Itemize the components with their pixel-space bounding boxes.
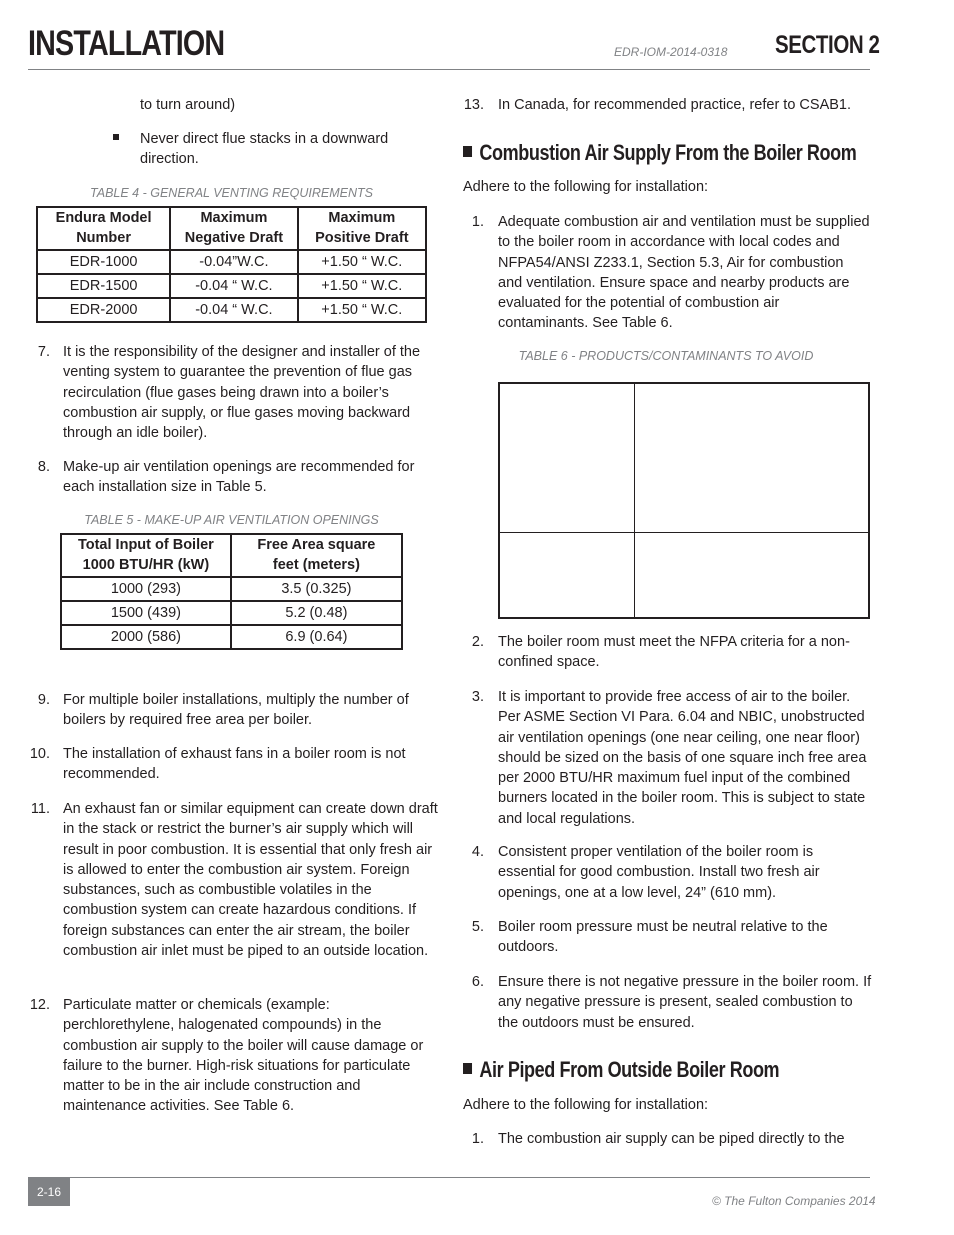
right-item-4-text: Consistent proper ventilation of the boiler room is essential for good combustion. Install two fresh air openings, one at a low level, 24” (610 mm). [498,844,820,901]
table-cell: EDR-2000 [37,298,170,322]
table5-header-row [61,534,402,577]
item-number: 2. [471,634,484,650]
item-number: 9. [37,692,50,708]
bullet-text: Never direct flue stacks in a downward direction. [140,131,389,168]
table4-header: Maximum Negative Draft [170,207,297,250]
item-8-text: Make-up air ventilation openings are recommended for each installation size in Table 5. [63,459,415,496]
table4-header-row [37,207,426,250]
table-cell: EDR-1500 [37,274,170,298]
document-id: EDR-IOM-2014-0318 [614,45,728,59]
table-cell: +1.50 “ W.C. [298,250,426,274]
page-title: INSTALLATION [28,24,225,63]
table-cell: 1000 (293) [61,577,231,601]
item-9-text: For multiple boiler installations, multiply the number of boilers by required free area per boiler. [63,692,409,729]
page-number: 2-16 [28,1178,70,1206]
copyright: © The Fulton Companies 2014 [712,1194,876,1208]
right-item-2-text: The boiler room must meet the NFPA criteria for a non-confined space. [498,634,850,671]
right-item-5-text: Boiler room pressure must be neutral relative to the outdoors. [498,919,828,956]
table-cell: 5.2 (0.48) [231,601,402,625]
table-cell: 1500 (439) [61,601,231,625]
square-bullet-icon [463,1063,472,1074]
table5-header: Free Area square feet (meters) [231,534,402,577]
item-number: 4. [471,844,484,860]
item-13-text: In Canada, for recommended practice, refer to CSAB1. [498,97,852,113]
item-12-text: Particulate matter or chemicals (example: perchlorethylene, halogenated compounds) in the combustion air supply to the boiler will cause damage or failure to the burner. High-risk situations for particulate matter to be in the air include construction and maintenance activities. See Table 6. [63,997,424,1115]
right-item-s1-text: The combustion air supply can be piped directly to the [498,1131,845,1147]
table4-header: Maximum Positive Draft [298,207,426,250]
item-number: 1. [471,1131,484,1147]
table5 [60,533,403,650]
right-item-1-text: Adequate combustion air and ventilation must be supplied to the boiler room in accordance with local codes and NFPA54/ANSI Z233.1, Section 5.3, Air for combustion and ventilation. Ensure space and nearby products are evaluated for the potential of combustion air contaminants. See Table 6. [498,214,870,332]
table-cell: 6.9 (0.64) [231,625,402,649]
bullet-icon [113,134,119,140]
item-number: 10. [29,746,50,762]
right-item-6-text: Ensure there is not negative pressure in the boiler room. If any negative pressure is present, sealed combustion to the outdoors must be ensured. [498,974,872,1031]
table-cell: -0.04 “ W.C. [170,298,297,322]
table-row [37,298,426,322]
table-cell: +1.50 “ W.C. [298,274,426,298]
item-number: 6. [471,974,484,990]
table-row [37,274,426,298]
table-row [61,625,402,649]
section-label: SECTION 2 [775,31,880,59]
item-number: 5. [471,919,484,935]
table6-caption: TABLE 6 - PRODUCTS/CONTAMINANTS TO AVOID [518,349,814,363]
item-number: 8. [37,459,50,475]
item-number: 11. [30,801,50,817]
right-item-3-text: It is important to provide free access of air to the boiler. Per ASME Section VI Para. 6.04 and NBIC, unobstructed air ventilation openings (one near ceiling, one near floor) should be sized on the basis of one square inch free area per 2000 BTU/HR maximum fuel input of the combined burners located in the boiler room. This is subject to state and local regulations. [498,689,867,827]
table4-header: Endura Model Number [37,207,170,250]
item-7-text: It is the responsibility of the designer and installer of the venting system to guarantee the prevention of flue gas recirculation (flue gases being drawn into a boiler’s combustion air supply, or flue gases moving backward through an idle boiler). [63,344,421,442]
section-heading-combustion-air: Combustion Air Supply From the Boiler Room [463,140,856,166]
item-number: 13. [463,97,484,113]
table-cell: EDR-1000 [37,250,170,274]
item-number: 12. [29,997,50,1013]
item-11-text: An exhaust fan or similar equipment can create down draft in the stack or restrict the burner’s air supply which will result in poor combustion. It is essential that only fresh air is allowed to enter the combustion air system. Foreign substances, such as combustible volatiles in the combustion system can create hazardous conditions. If foreign substances can enter the air stream, the boiler combustion air inlet must be piped to an outside location. [63,801,438,960]
table-cell: 3.5 (0.325) [231,577,402,601]
table-cell: -0.04”W.C. [170,250,297,274]
item-number: 1. [471,214,484,230]
section-heading-air-piped: Air Piped From Outside Boiler Room [463,1057,779,1083]
header-rule [28,69,870,70]
table6-empty [498,382,870,619]
table4-caption: TABLE 4 - GENERAL VENTING REQUIREMENTS [90,186,373,200]
table-row [61,601,402,625]
table-cell: 2000 (586) [61,625,231,649]
table5-header: Total Input of Boiler 1000 BTU/HR (kW) [61,534,231,577]
intro-text: Adhere to the following for installation: [463,1097,709,1113]
item-number: 3. [471,689,484,705]
table5-caption: TABLE 5 - MAKE-UP AIR VENTILATION OPENINGS [84,513,379,527]
table-cell: -0.04 “ W.C. [170,274,297,298]
table-row [37,250,426,274]
table-row [61,577,402,601]
table-cell: +1.50 “ W.C. [298,298,426,322]
continued-line: to turn around) [140,97,236,113]
table6-divider [634,384,635,617]
item-number: 7. [37,344,50,360]
table6-divider [500,532,868,533]
intro-text: Adhere to the following for installation: [463,179,709,195]
item-10-text: The installation of exhaust fans in a boiler room is not recommended. [63,746,406,783]
square-bullet-icon [463,146,472,157]
footer-rule [28,1177,870,1178]
table4 [36,206,427,323]
